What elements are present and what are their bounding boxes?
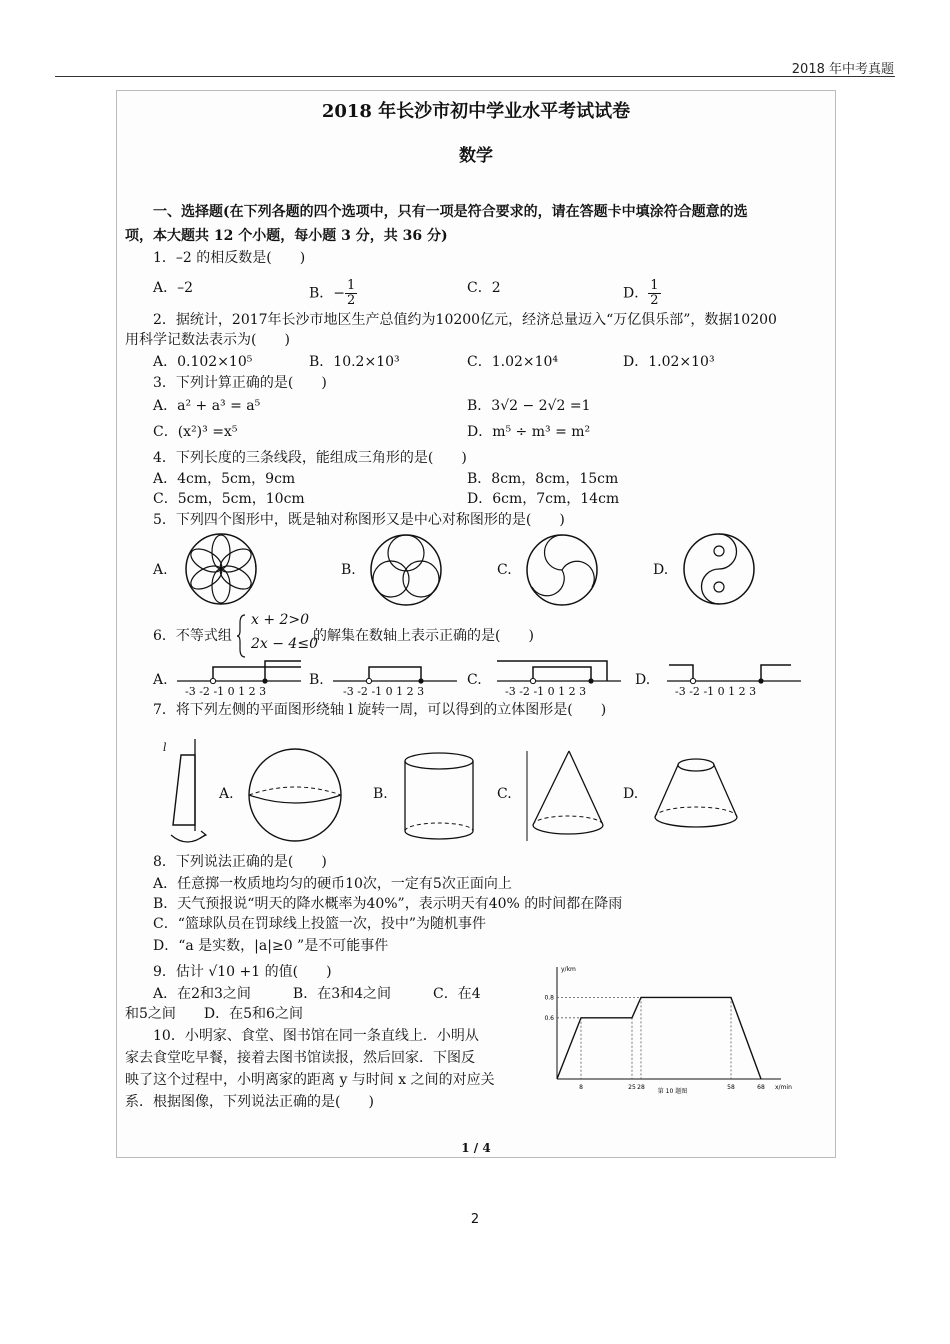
q6-brace	[237, 613, 247, 659]
page-number: 2	[470, 1212, 480, 1227]
series-line	[557, 997, 761, 1079]
q5-stem: 5．下列四个图形中，既是轴对称图形又是中心对称图形的是( )	[153, 512, 565, 528]
q5-option-d: D.	[653, 562, 669, 578]
q5-option-a: A.	[153, 562, 168, 578]
q2-option-d: D．1.02×10³	[623, 354, 715, 370]
q7-option-a: A.	[219, 786, 234, 802]
q5-three-arc-figure	[369, 533, 443, 607]
q8-option-b: B．天气预报说“明天的降水概率为40%”，表示明天有40% 的时间都在降雨	[153, 896, 623, 912]
q3-stem: 3．下列计算正确的是( )	[153, 375, 327, 391]
x-tick-label: 58	[727, 1084, 735, 1091]
y-axis-label: y/km	[561, 966, 576, 973]
q4-option-c: C．5cm，5cm，10cm	[153, 491, 305, 507]
q7-cone-figure	[521, 745, 605, 845]
q6-inequality-2: 2x − 4≤0	[251, 636, 318, 652]
q1-option-b: B．− $\frac{1}{2}$	[309, 278, 356, 308]
q6-ticks-d: -3 -2 -1 0 1 2 3	[675, 685, 757, 698]
section-heading-1: 一、选择题(在下列各题的四个选项中，只有一项是符合要求的，请在答题卡中填涂符合题意的选	[153, 204, 748, 220]
q5-swirl-figure	[525, 533, 599, 607]
exam-title: 2018 年长沙市初中学业水平考试试卷	[321, 101, 631, 122]
q3-option-b: B．3√2 − 2√2 =1	[467, 398, 591, 414]
q7-trapezoid-figure	[151, 737, 213, 849]
q1-stem: 1．–2 的相反数是( )	[153, 250, 306, 266]
q7-axis-label: l	[163, 741, 167, 754]
q7-option-d: D.	[623, 786, 639, 802]
q3-option-d: D．m⁵ ÷ m³ = m²	[467, 424, 591, 440]
x-tick-label: 25	[628, 1084, 636, 1091]
q6-option-b: B.	[309, 672, 324, 688]
q2-option-a: A．0.102×10⁵	[153, 354, 253, 370]
q10-distance-time-chart	[541, 961, 791, 1101]
header-rule	[55, 76, 895, 77]
q8-option-a: A．任意掷一枚质地均匀的硬币10次，一定有5次正面向上	[153, 876, 512, 892]
q7-option-b: B.	[373, 786, 388, 802]
q8-option-c: C．“篮球队员在罚球线上投篮一次，投中”为随机事件	[153, 916, 487, 932]
paper-footer-page: 1 / 4	[461, 1141, 491, 1155]
y-tick-label: 0.6	[544, 1014, 554, 1022]
x-axis-label: x/min	[775, 1084, 792, 1091]
q9-stem: 9．估计 √10 +1 的值( )	[153, 964, 332, 980]
q7-frustum-figure	[651, 755, 741, 839]
q5-yinyang-figure	[681, 531, 757, 607]
q7-stem: 7．将下列左侧的平面图形绕轴 l 旋转一周，可以得到的立体图形是( )	[153, 702, 607, 718]
exam-paper-scan	[116, 90, 836, 1158]
q6-inequality-1: x + 2>0	[251, 612, 310, 628]
q9-options-line1: A．在2和3之间 B．在3和4之间 C．在4	[153, 986, 481, 1002]
q8-option-d: D．“a 是实数，|a|≥0 ”是不可能事件	[153, 938, 389, 954]
q4-option-a: A．4cm，5cm，9cm	[153, 471, 296, 487]
q1-option-a: A．–2	[153, 280, 194, 296]
y-tick-label: 0.8	[544, 994, 554, 1002]
q6-option-d: D.	[635, 672, 651, 688]
q6-stem-prefix: 6．不等式组	[153, 628, 232, 644]
q6-option-c: C.	[467, 672, 482, 688]
q2-stem-line1: 2．据统计，2017年长沙市地区生产总值约为10200亿元，经济总量迈入“万亿俱乐部”，数据10200	[153, 312, 777, 328]
q2-option-c: C．1.02×10⁴	[467, 354, 559, 370]
q5-option-c: C.	[497, 562, 512, 578]
page-header: 2018 年中考真题	[791, 62, 894, 77]
q6-ticks-c: -3 -2 -1 0 1 2 3	[505, 685, 587, 698]
q5-flower-figure	[183, 531, 259, 607]
q3-option-a: A．a² + a³ = a⁵	[153, 398, 261, 414]
q7-cylinder-figure	[401, 751, 477, 843]
q4-option-d: D．6cm，7cm，14cm	[467, 491, 620, 507]
q10-line4: 系．根据图像，下列说法正确的是( )	[125, 1094, 374, 1110]
x-tick-label: 28	[637, 1084, 645, 1091]
chart-caption: 第 10 题图	[657, 1088, 688, 1095]
x-tick-label: 8	[579, 1084, 583, 1091]
q6-option-a: A.	[153, 672, 168, 688]
q7-sphere-figure	[247, 747, 343, 843]
q4-stem: 4．下列长度的三条线段，能组成三角形的是( )	[153, 450, 467, 466]
section-heading-2: 项，本大题共 12 个小题，每小题 3 分，共 36 分)	[125, 228, 448, 244]
q10-line3: 映了这个过程中，小明离家的距离 y 与时间 x 之间的对应关	[125, 1072, 495, 1088]
q10-line1: 10．小明家、食堂、图书馆在同一条直线上．小明从	[153, 1028, 479, 1044]
q2-option-b: B．10.2×10³	[309, 354, 400, 370]
q5-option-b: B.	[341, 562, 356, 578]
q3-option-c: C．(x²)³ =x⁵	[153, 424, 238, 440]
q1-option-c: C．2	[467, 280, 501, 296]
x-tick-label: 68	[757, 1084, 765, 1091]
q2-stem-line2: 用科学记数法表示为( )	[125, 332, 290, 348]
q6-stem-suffix: 的解集在数轴上表示正确的是( )	[313, 628, 534, 644]
q6-ticks-a: -3 -2 -1 0 1 2 3	[185, 685, 267, 698]
q10-line2: 家去食堂吃早餐，接着去图书馆读报，然后回家．下图反	[125, 1050, 475, 1066]
q1-option-d: D． $\frac{1}{2}$	[623, 278, 659, 308]
q6-ticks-b: -3 -2 -1 0 1 2 3	[343, 685, 425, 698]
q9-options-line2: 和5之间 D．在5和6之间	[125, 1006, 303, 1022]
exam-subject: 数学	[459, 146, 493, 166]
q4-option-b: B．8cm，8cm，15cm	[467, 471, 619, 487]
q8-stem: 8．下列说法正确的是( )	[153, 854, 327, 870]
q7-option-c: C.	[497, 786, 512, 802]
